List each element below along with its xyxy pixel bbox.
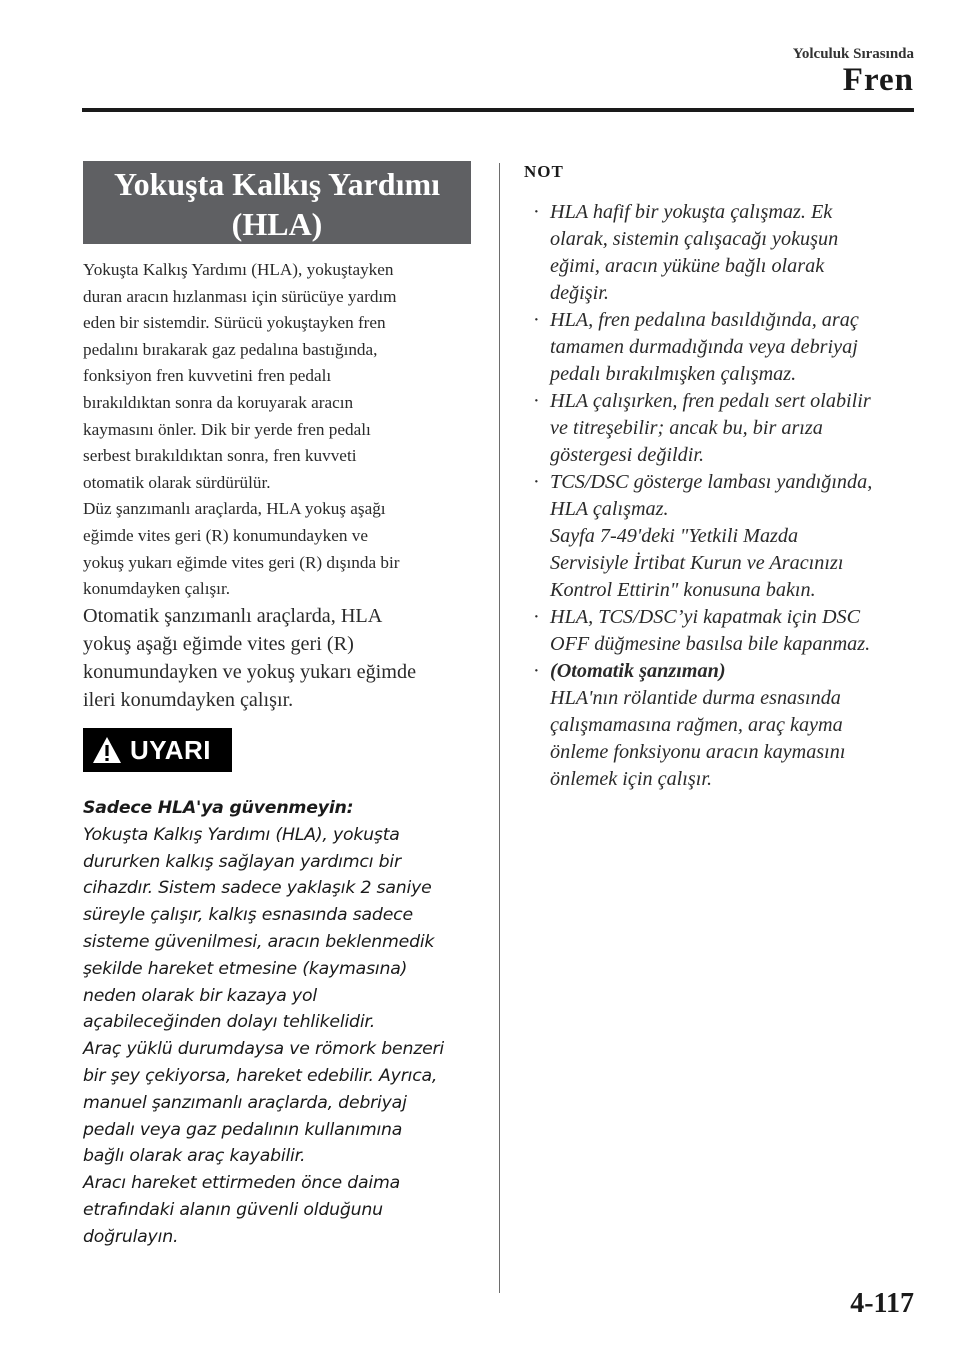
- bullet-icon: ·: [533, 390, 540, 412]
- automatic-line: konumundayken ve yokuş yukarı eğimde: [83, 661, 417, 683]
- note-line: çalışmamasına rağmen, araç kayma: [550, 714, 843, 736]
- note-line: HLA çalışmaz.: [550, 498, 669, 520]
- warning-line: etrafındaki alanın güvenli olduğunu: [83, 1199, 383, 1220]
- warning-line: dururken kalkış sağlayan yardımcı bir: [83, 851, 401, 872]
- note-line: ve titreşebilir; ancak bu, bir arıza: [550, 417, 823, 439]
- intro-line: serbest bırakıldıktan sonra, fren kuvveti: [83, 446, 357, 466]
- header-divider: [82, 108, 914, 112]
- warning-line: neden olarak bir kazaya yol: [83, 985, 317, 1006]
- page-number: 4-117: [850, 1288, 914, 1319]
- automatic-line: Otomatik şanzımanlı araçlarda, HLA: [83, 605, 383, 627]
- bullet-icon: ·: [533, 201, 540, 223]
- intro-line: duran aracın hızlanması için sürücüye yardım: [83, 286, 397, 306]
- note-line: HLA'nın rölantide durma esnasında: [550, 687, 841, 709]
- note-line: HLA, TCS/DSC’yi kapatmak için DSC: [550, 606, 861, 628]
- warning-text: [83, 795, 478, 1251]
- intro-line: Yokuşta Kalkış Yardımı (HLA), yokuştayken: [83, 260, 394, 279]
- warning-line: sisteme güvenilmesi, aracın beklenmedik: [83, 931, 435, 952]
- intro-line: konumdayken çalışır.: [83, 579, 231, 599]
- note-item: [530, 307, 920, 388]
- note-line: HLA, fren pedalına basıldığında, araç: [550, 309, 859, 331]
- warning-line: bir şey çekiyorsa, hareket edebilir. Ayrıca,: [83, 1065, 438, 1086]
- warning-line: manuel şanzımanlı araçlarda, debriyaj: [83, 1092, 407, 1113]
- note-line: OFF düğmesine basılsa bile kapanmaz.: [550, 633, 871, 655]
- note-line: önleme fonksiyonu aracın kaymasını: [550, 741, 846, 763]
- note-line: göstergesi değildir.: [550, 444, 705, 466]
- topic-heading-box: [83, 161, 471, 244]
- note-line: Servisiyle İrtibat Kurun ve Aracınızı: [550, 552, 844, 574]
- warning-line: doğrulayın.: [83, 1226, 179, 1247]
- bullet-icon: ·: [533, 471, 540, 493]
- note-item: [530, 388, 920, 469]
- intro-paragraph: [83, 257, 475, 603]
- note-line: pedalı bırakılmışken çalışmaz.: [550, 363, 797, 385]
- note-item: [530, 199, 920, 307]
- chapter-title: Fren: [842, 62, 914, 98]
- intro-line: Düz şanzımanlı araçlarda, HLA yokuş aşağı: [83, 499, 386, 519]
- warning-line: Yokuşta Kalkış Yardımı (HLA), yokuşta: [83, 824, 400, 845]
- warning-badge: [83, 728, 232, 772]
- note-title: NOT: [524, 162, 564, 181]
- note-list: [530, 199, 920, 793]
- note-line: değişir.: [550, 282, 609, 304]
- warning-triangle-icon: [92, 736, 122, 764]
- intro-line: otomatik olarak sürdürülür.: [83, 472, 271, 492]
- note-line: olarak, sistemin çalışacağı yokuşun: [550, 228, 839, 250]
- note-line: HLA çalışırken, fren pedalı sert olabilir: [550, 390, 871, 412]
- bullet-icon: ·: [533, 606, 540, 628]
- warning-line: açabileceğinden dolayı tehlikelidir.: [83, 1012, 376, 1033]
- warning-label: UYARI: [130, 734, 212, 765]
- note-item: [530, 469, 920, 604]
- intro-line: eğimde vites geri (R) konumundayken ve: [83, 525, 368, 545]
- note-line: HLA hafif bir yokuşta çalışmaz. Ek: [550, 201, 833, 223]
- intro-line: yokuş yukarı eğimde vites geri (R) dışında bir: [83, 552, 400, 572]
- intro-line: pedalını bırakarak gaz pedalına bastığında,: [83, 339, 378, 359]
- note-line: TCS/DSC gösterge lambası yandığında,: [550, 471, 873, 493]
- warning-line: cihazdır. Sistem sadece yaklaşık 2 saniye: [83, 878, 432, 899]
- warning-line: pedalı veya gaz pedalının kullanımına: [83, 1119, 403, 1140]
- note-item: [530, 658, 920, 793]
- note-line: eğimi, aracın yüküne bağlı olarak: [550, 255, 825, 277]
- warning-title: Sadece HLA'ya güvenmeyin:: [83, 798, 354, 818]
- note-line: Sayfa 7-49'deki "Yetkili Mazda: [550, 525, 799, 547]
- automatic-line: ileri konumdayken çalışır.: [83, 689, 294, 711]
- intro-line: eden bir sistemdir. Sürücü yokuştayken fren: [83, 313, 386, 333]
- note-subheading: (Otomatik şanzıman): [550, 660, 726, 682]
- warning-line: süreyle çalışır, kalkış esnasında sadece: [83, 905, 413, 926]
- bullet-icon: ·: [533, 660, 540, 682]
- topic-heading-line2: (HLA): [231, 206, 323, 242]
- bullet-icon: ·: [533, 309, 540, 331]
- section-title: Yolculuk Sırasında: [792, 46, 914, 62]
- intro-line: bırakıldıktan sonra da koruyarak aracın: [83, 392, 354, 412]
- topic-heading-line1: Yokuşta Kalkış Yardımı: [114, 166, 440, 202]
- warning-line: şekilde hareket etmesine (kaymasına): [83, 958, 408, 979]
- note-line: Kontrol Ettirin" konusuna bakın.: [550, 579, 816, 601]
- note-line: önlemek için çalışır.: [550, 768, 713, 790]
- warning-line: Aracı hareket ettirmeden önce daima: [83, 1173, 401, 1194]
- intro-line: fonksiyon fren kuvvetini fren pedalı: [83, 366, 332, 386]
- note-line: tamamen durmadığında veya debriyaj: [550, 336, 858, 358]
- note-item: [530, 604, 920, 658]
- warning-line: bağlı olarak araç kayabilir.: [83, 1146, 306, 1167]
- intro-line: kaymasını önler. Dik bir yerde fren pedalı: [83, 419, 371, 439]
- automatic-line: yokuş aşağı eğimde vites geri (R): [83, 633, 354, 655]
- automatic-paragraph: [83, 602, 475, 714]
- warning-line: Araç yüklü durumdaysa ve römork benzeri: [83, 1039, 445, 1060]
- column-divider: [499, 163, 500, 1293]
